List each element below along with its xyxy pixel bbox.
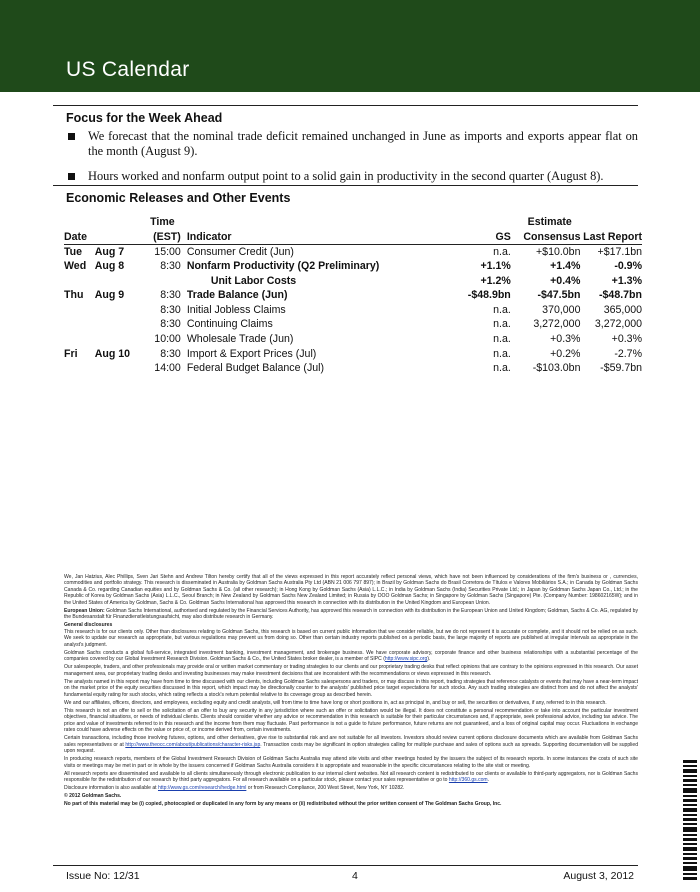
row-indicator: Trade Balance (Jun) (186, 289, 288, 302)
row-consensus: +0.3% (550, 333, 581, 346)
analyst-certification: We, Jan Hatzius, Alec Phillips, Sven Jari Stehn and Andrew Tilton hereby certify that all of the views expressed in this report accurately reflect personal views, which have not been influenced by considerations of the firm's business or , currencies, commodities and portfolio strategy. This research is disseminated in Australia by Goldman Sachs Australia Pty Ltd (ABN 21 006 797 897); in Brazil by Goldman Sachs do Brasil Corretora de Títulos e Valores Mobiliários S.A.; in Canada by Goldman Sachs Canada & Co. regarding Canadian equities and by Goldman Sachs & Co. (all other research); in Hong Kong by Goldman Sachs (Asia) L.L.C.; in India by Goldman Sachs (India) Securities Private Ltd.; in Japan by Goldman Sachs Japan Co., Ltd.; in the Republic of Korea by Goldman Sachs (Asia) L.L.C., Seoul Branch; in New Zealand by Goldman Sachs New Zealand Limited; in Russia by OOO Goldman Sachs; in Singapore by Goldman Sachs (Singapore) Pte. (Company Number: 198602165W); and in the United States of America by Goldman, Sachs & Co. Goldman Sachs International has approved this research in connection with its distribution in the United Kingdom and European Union. (64, 574, 638, 606)
disclosure-paragraph: This research is not an offer to sell or the solicitation of an offer to buy any security in any jurisdiction where such an offer or solicitation would be illegal. It does not constitute a personal recommendation or take into account the particular investment objectives, financial situations, or needs of individual clients. Clients should consider whether any advice or recommendation in this research is suitable for their particular circumstances and, if appropriate, seek professional advice, including tax advice. The price and value of investments referred to in this research and the income from them may fluctuate. Past performance is not a guide to future performance, future returns are not guaranteed, and a loss of original capital may occur. Fluctuations in exchange rates could have adverse effects on the value or price of, or income derived from, certain investments. (64, 707, 638, 734)
table-row (64, 317, 642, 332)
row-indicator: Federal Budget Balance (Jul) (186, 362, 325, 375)
focus-bullet-text: Hours worked and nonfarm output point to a solid gain in productivity in the second quarter (August 8). (88, 169, 604, 183)
row-date (95, 273, 144, 288)
disclosure-text: or from Research Compliance, 200 West Street, New York, NY 10282. (246, 785, 405, 792)
row-date (95, 317, 144, 332)
header-time: Time (150, 216, 175, 229)
row-time: 8:30 (160, 289, 181, 302)
focus-bullet-item (66, 169, 638, 184)
row-time: 14:00 (154, 362, 181, 375)
disclosure-text: Disclosure information is also available at (64, 785, 158, 792)
row-consensus: 370,000 (542, 303, 581, 316)
row-time: 8:30 (160, 318, 181, 331)
row-consensus: +1.4% (550, 260, 581, 273)
releases-section-title: Economic Releases and Other Events (66, 191, 291, 205)
row-indicator: Continuing Claims (186, 318, 273, 331)
row-gs: n.a. (493, 362, 511, 375)
row-gs: n.a. (493, 318, 511, 331)
sipc-link[interactable]: http://www.sipc.org (384, 656, 428, 663)
table-row (64, 273, 642, 288)
disclosure-paragraph: Our salespeople, traders, and other professionals may provide oral or written market commentary or trading strategies to our clients and our proprietary trading desks that reflect opinions that are contrary to the opinions expressed in this research. Our asset management area, our proprietary trading desks and investing businesses may make investment decisions that are inconsistent with the recommendations or views expressed in this research. (64, 664, 638, 677)
table-row (64, 361, 642, 376)
row-day (64, 317, 95, 332)
header-indicator: Indicator (181, 230, 458, 245)
copyright-notice: © 2012 Goldman Sachs. (64, 793, 122, 800)
row-indicator: Initial Jobless Claims (186, 303, 286, 316)
row-last-report: -2.7% (614, 347, 642, 360)
row-last-report: 3,272,000 (594, 318, 642, 331)
row-consensus: +$10.0bn (535, 245, 581, 258)
disclosures-block (64, 574, 638, 809)
row-day (64, 332, 95, 347)
disclosure-paragraph (64, 650, 638, 663)
disclosure-text: Goldman Sachs conducts a global full-service, integrated investment banking, investment management, and brokerage business. We have corporate advisory, corporate finance and other business relationships with a substantial percentage of the companies covered by our Global Investment Research Division. Goldman Sachs & Co., the United States broker dealer, is a member of SIPC ( (64, 649, 638, 663)
row-gs: n.a. (493, 333, 511, 346)
row-date: Aug 10 (94, 347, 131, 360)
header-gs: GS (458, 230, 511, 245)
row-consensus: -$47.5bn (537, 289, 581, 302)
barcode-icon (683, 760, 697, 880)
table-row (64, 346, 642, 361)
row-gs: n.a. (493, 347, 511, 360)
focus-bullet-list (66, 129, 638, 191)
general-disclosures-heading: General disclosures (64, 622, 113, 629)
section-divider (53, 185, 638, 186)
row-consensus: -$103.0bn (532, 362, 581, 375)
eu-text: Goldman Sachs International, authorised and regulated by the Financial Services Authority, has approved this research in connection with its distribution in the European Union and United Kingdom; Goldman, Sachs & Co. AG, regulated by the Bundesanstalt für Finanzdienstleistungsaufsicht, may also distribute research in Germany. (64, 607, 639, 621)
bullet-square-icon (68, 133, 75, 140)
disclosure-paragraph (64, 785, 638, 791)
row-day (64, 273, 95, 288)
redistribution-notice: No part of this material may be (i) copied, photocopied or duplicated in any form by any means or (ii) redistributed without the prior written consent of The Goldman Sachs Group, Inc. (64, 801, 502, 808)
row-date: Aug 7 (94, 245, 125, 258)
row-time: 8:30 (160, 347, 181, 360)
disclosure-text: All research reports are disseminated and available to all clients simultaneously through electronic publication to our internal client websites. Not all research content is redistributed to our clients or available to third-party aggregators, nor is Goldman Sachs responsible for the redistribution of our research by third party aggregators. For all research available on a particular stock, please contact your sales representative or go to (64, 770, 638, 784)
row-gs: +1.2% (480, 274, 511, 287)
row-last-report: +1.3% (611, 274, 642, 287)
table-row (64, 303, 642, 318)
row-date: Aug 9 (94, 289, 125, 302)
row-date (95, 303, 144, 318)
disclosure-paragraph: This research is for our clients only. Other than disclosures relating to Goldman Sachs, this research is based on current public information that we consider reliable, but we do not represent it is accurate or complete, and it should not be relied on as such. We seek to update our research as appropriate, but various regulations may prevent us from doing so. Other than certain industry reports published on a periodic basis, the large majority of reports are published at irregular intervals as appropriate in the analyst's judgment. (64, 628, 638, 648)
disclosure-text: Certain transactions, including those involving futures, options, and other derivatives, give rise to substantial risk and are not suitable for all investors. Investors should review current options disclosure documents which are available from Goldman Sachs sales representatives or at (64, 735, 638, 748)
disclosure-paragraph (64, 735, 638, 754)
row-date: Aug 8 (94, 260, 125, 273)
footer-page-number: 4 (352, 870, 358, 882)
row-indicator: Unit Labor Costs (210, 274, 297, 287)
row-time: 8:30 (160, 303, 181, 316)
page-header-banner (0, 0, 700, 92)
row-indicator: Nonfarm Productivity (Q2 Preliminary) (186, 260, 380, 273)
page-title: US Calendar (66, 58, 190, 81)
disclosure-paragraph (64, 771, 638, 784)
disclosure-paragraph: The analysts named in this report may have from time to time discussed with our clients, including Goldman Sachs salespersons and traders, or may discuss in this report, trading strategies that reference catalysts or events that may have a near-term impact on the market price of the equity securities discussed in this report, which impact may be directionally counter to the analysts' published price target expectations for such stocks. Any such trading strategies are distinct from and do not affect the analysts' fundamental equity rating for such stocks, which rating reflects a stock's return potential relative to its coverage group as described herein. (64, 678, 638, 698)
row-last-report: -$59.7bn (600, 362, 642, 375)
row-date (95, 361, 144, 376)
eu-label: European Union: (64, 607, 105, 614)
row-last-report: 365,000 (603, 303, 642, 316)
row-day (64, 361, 95, 376)
row-consensus: 3,272,000 (533, 318, 581, 331)
disclosure-paragraph: In producing research reports, members of the Global Investment Research Division of Goldman Sachs Australia may attend site visits and other meetings hosted by the issuers the subject of its research reports. In some instances the costs of such site visits or meetings may be met in part or in whole by the issuers concerned if Goldman Sachs Australia considers it is appropriate and reasonable in the specific circumstances relating to the site visit or meeting. (64, 756, 638, 769)
disclosure-paragraph: We and our affiliates, officers, directors, and employees, excluding equity and credit analysts, will from time to time have long or short positions in, act as principal in, and buy or sell, the securities or derivatives, if any, referred to in this research. (64, 699, 607, 706)
row-gs: +1.1% (480, 260, 511, 273)
section-divider (53, 105, 638, 106)
row-indicator: Consumer Credit (Jun) (186, 245, 294, 258)
row-last-report: +0.3% (611, 333, 642, 346)
row-day: Thu (64, 289, 84, 302)
eu-disclosure (64, 608, 638, 621)
row-last-report: -$48.7bn (599, 289, 642, 302)
table-row (64, 332, 642, 347)
gs360-link[interactable]: http://360.gs.com (448, 777, 488, 784)
table-row (64, 259, 642, 274)
focus-bullet-text: We forecast that the nominal trade deficit remained unchanged in June as imports and exports appear flat on the month (August 9). (88, 129, 638, 158)
table-row (64, 244, 642, 259)
row-indicator: Import & Export Prices (Jul) (186, 347, 317, 360)
header-last-report: Last Report (580, 230, 642, 245)
disclosure-text: . (487, 777, 490, 784)
row-gs: n.a. (493, 303, 511, 316)
bullet-square-icon (68, 173, 75, 180)
footer-divider (53, 865, 638, 866)
footer-date: August 3, 2012 (563, 870, 634, 882)
focus-section-title: Focus for the Week Ahead (66, 111, 223, 125)
header-estimate: Estimate (527, 216, 572, 229)
hedge-disclosure-link[interactable]: http://www.gs.com/research/hedge.html (157, 785, 247, 792)
row-gs: n.a. (493, 245, 511, 258)
row-gs: -$48.9bn (467, 289, 511, 302)
occ-link[interactable]: http://www.theocc.com/about/publications/character-risks.jsp (125, 741, 261, 748)
row-date (95, 332, 144, 347)
header-consensus: Consensus (511, 230, 581, 245)
disclosure-text: ). (427, 656, 431, 663)
row-time: 15:00 (154, 245, 181, 258)
header-date: Date (64, 230, 95, 245)
row-time: 10:00 (154, 333, 181, 346)
focus-bullet-item (66, 129, 638, 159)
row-consensus: +0.2% (550, 347, 581, 360)
row-time (144, 273, 181, 288)
row-day: Fri (64, 347, 78, 360)
row-day: Tue (64, 245, 83, 258)
row-day (64, 303, 95, 318)
row-indicator: Wholesale Trade (Jun) (186, 333, 294, 346)
row-time: 8:30 (160, 260, 181, 273)
row-consensus: +0.4% (550, 274, 581, 287)
row-last-report: +$17.1bn (597, 245, 642, 258)
footer-issue-number: Issue No: 12/31 (66, 870, 140, 882)
table-row (64, 288, 642, 303)
row-last-report: -0.9% (614, 260, 642, 273)
economic-releases-table (64, 215, 642, 376)
table-header-row (64, 230, 642, 245)
row-day: Wed (64, 260, 87, 273)
header-est: (EST) (144, 230, 181, 245)
table-header-row-top (64, 215, 642, 230)
disclosure-text: . Transaction costs may be significant in option strategies calling for multiple purchase and sales of options such as spreads. Supporting documentation will be supplied upon request. (64, 741, 639, 755)
